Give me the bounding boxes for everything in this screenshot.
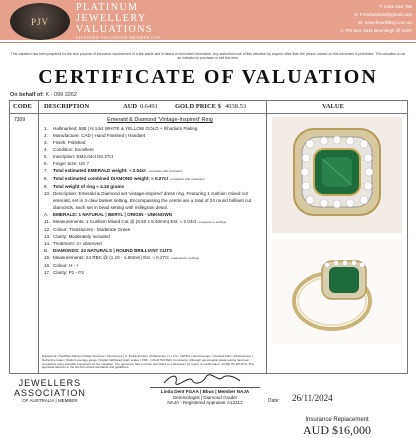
line-number: 6. <box>44 161 48 166</box>
description-line <box>44 218 262 226</box>
description-line <box>44 125 262 132</box>
company-logo <box>10 3 70 40</box>
brand-line1: PLATINUM <box>76 2 139 13</box>
line-text <box>53 146 94 153</box>
line-text-main: Treatment: 2+ observed <box>53 241 102 246</box>
description-line <box>44 132 262 139</box>
line-number: 5. <box>44 154 48 159</box>
item-description-list <box>44 125 262 276</box>
line-note: - measures in settings <box>196 220 227 224</box>
valuation-label: Insurance Replacement <box>305 417 369 423</box>
line-number: 2. <box>44 133 48 138</box>
line-text <box>53 139 85 146</box>
line-number: A. <box>44 212 49 217</box>
line-number: 9. <box>44 184 48 189</box>
description-line <box>44 146 262 153</box>
header-divider <box>0 42 416 43</box>
description-line <box>44 254 262 262</box>
on-behalf-value: K - 099 3262 <box>45 92 77 98</box>
ring-photo-side <box>272 239 402 344</box>
line-text-main: DIAMONDS: 24 NATURALS | ROUND BRILLIANT CUTS <box>53 248 173 253</box>
description-line <box>44 269 262 276</box>
email-text[interactable]: E: PJValuations@gmail.com <box>354 12 412 17</box>
line-text <box>53 233 110 240</box>
jewellers-association-logo <box>14 378 86 403</box>
ja-line3: OF AUSTRALIA | MEMBER <box>22 398 78 403</box>
line-note: - consistent with inscription <box>145 169 183 173</box>
date-value: 26/11/2024 <box>292 393 333 403</box>
description-line <box>44 183 262 190</box>
line-text-main: EMERALD: 1 NATURAL | BERYL | ORIGIN - UNKNOWN <box>53 212 173 217</box>
line-text <box>53 167 182 175</box>
gold-price-value: 4038.53 <box>225 103 247 110</box>
signatory-role2: NAJA - Registered Appraiser A12312 <box>167 400 243 406</box>
line-number: 14. <box>44 241 51 246</box>
description-line <box>44 233 262 240</box>
brand-line3: VALUATIONS <box>76 24 154 35</box>
line-text <box>53 254 199 262</box>
equipment-footnote: Equipment: TheWhite Diamond Mass Screener | Microscope | Jr. Refractometer | Polariscope | 2 x UV - LW/SW | Spectroscope | Chelsea Filter | Dichroscope | Refractive Index | Digital Leverage gauge | Digital Calibrated gram scales | XRF - GOLD TESTED. Comments: Although gemological grade testing has been conducted using scientific equipment for the valuation. The gemstone has not been submitted to a laboratory for report of confirmation. CODE OF ETHICS: This appraisal adheres to the NAJA's ethical standards and guidelines. <box>42 354 254 370</box>
aud-value: 0.6491 <box>140 103 158 110</box>
line-number: 7. <box>44 168 48 173</box>
line-text-main: Total estimated combined DIAMOND weight: ≈ 0.27ct <box>53 176 168 181</box>
line-text <box>53 226 130 233</box>
line-number: 17. <box>44 270 51 275</box>
line-number: 16. <box>44 263 51 268</box>
col-description: DESCRIPTION <box>44 103 90 110</box>
header <box>0 0 416 46</box>
table-header <box>10 101 407 114</box>
web-text[interactable]: W: www.beanbling.com.au <box>357 20 412 25</box>
line-text-main: Measurements: 1 Cushion Mixed Cut @ (8.50 x 8.40mm) Est. ≈ 2.04ct <box>53 219 197 224</box>
line-text <box>53 218 226 226</box>
line-text-main: Finish: Polished <box>53 140 86 145</box>
brand-name <box>76 2 160 41</box>
date-label: Date: <box>268 398 280 404</box>
description-line <box>44 240 262 247</box>
description-line <box>44 175 262 183</box>
phone-text[interactable]: T: 0431 045 785 <box>379 4 412 9</box>
line-text-main: Manufacture: CAD | Hand Finished | Handset <box>53 133 146 138</box>
col-code: CODE <box>13 103 32 110</box>
item-code: 7309 <box>14 117 26 123</box>
line-text-main: Condition: Excellent <box>53 147 94 152</box>
line-text <box>53 132 145 139</box>
on-behalf-label: On behalf of: <box>10 92 44 98</box>
address-text: A: PO Box 1511 Beenleigh @ 4207 <box>340 28 412 33</box>
description-line <box>44 211 262 218</box>
description-line <box>44 247 262 254</box>
contact-block <box>262 3 412 35</box>
line-text <box>53 153 113 160</box>
line-text <box>53 190 262 211</box>
line-text-main: Finger Size: US 7 <box>53 161 89 166</box>
page-title: CERTIFICATE OF VALUATION <box>38 66 378 88</box>
valuation-box <box>273 417 401 438</box>
description-line <box>44 153 262 160</box>
brand-line2: JEWELLERY <box>76 13 147 24</box>
line-number: 10. <box>44 191 51 196</box>
line-number: 13. <box>44 234 51 239</box>
line-text <box>53 211 172 218</box>
top-disclaimer: This valuation has been prepared for the sole purpose of insurance replacement of a like article and is based on furnished information. Any authorised use of this valuation by anyone other than the person named on this document is prohibited. This valuation is not an invitation to purchase or sell this item. <box>10 52 406 61</box>
line-number: 11. <box>44 219 51 224</box>
line-text-main: Total weight of ring ≈ 4.16 grams <box>53 184 125 189</box>
line-text-main: Colour: H - I <box>53 263 78 268</box>
valuation-amount: AUD $16,000 <box>303 423 371 437</box>
signature-line <box>150 387 260 388</box>
line-number: 8. <box>44 176 48 181</box>
description-line <box>44 160 262 167</box>
on-behalf-of <box>10 92 77 98</box>
signature-block <box>150 372 260 416</box>
col-divider <box>266 101 267 373</box>
gold-price-label: GOLD PRICE $ <box>175 103 221 110</box>
description-line <box>44 190 262 211</box>
ja-line2: ASSOCIATION <box>14 388 86 398</box>
description-line <box>44 167 262 175</box>
col-divider <box>38 101 39 373</box>
ja-line1: JEWELLERS <box>18 378 82 388</box>
line-text <box>53 183 124 190</box>
signatory <box>150 389 260 406</box>
signatory-role1: Gemmologist | Diamond Grader <box>172 394 238 400</box>
description-line <box>44 226 262 233</box>
line-note: - consistent with inscription <box>168 177 205 181</box>
line-text-main: Description: Emerald & Diamond set 'vintage-inspired' dress ring. Featuring 1 cushion mixed cut emerald, set in 4-claw basket setting. Encompassing the centre are a total of 24 round brilliant cut diamonds, each set in bead setting with millegrain detail. <box>53 191 252 210</box>
line-text <box>53 240 102 247</box>
line-text <box>53 269 84 276</box>
line-text-main: Clarity: P1 - P2 <box>53 270 84 275</box>
brand-subtitle: LICENSED VALUATION MEMBER LTD <box>76 35 161 40</box>
item-title: Emerald & Diamond 'Vintage-Inspired' Ring <box>107 117 213 123</box>
line-number: 12. <box>44 227 51 232</box>
line-note: - measured in settings <box>168 256 200 260</box>
line-text-main: Measurements: 24 RBC @ (1.10 - 1.60mm) Est. ≈ 0.27ct <box>53 255 169 260</box>
line-text-main: Total estimated EMERALD weight: ≈ 2.04ct <box>53 168 146 173</box>
line-text-main: Colour: Translucent - Moderate Green <box>53 227 131 232</box>
line-text-main: Clarity: Moderately included <box>53 234 110 239</box>
date-block <box>268 392 388 414</box>
line-text <box>53 262 78 269</box>
line-number: 15. <box>44 255 51 260</box>
line-text <box>53 125 197 132</box>
line-number: B. <box>44 248 49 253</box>
col-value: VALUE <box>322 103 344 110</box>
line-text-main: Inscription: EM2.04ct D0.27ct <box>53 154 114 159</box>
description-line <box>44 139 262 146</box>
ring-photo-top <box>272 117 402 233</box>
line-text <box>53 175 205 183</box>
line-text <box>53 247 172 254</box>
signature-mark <box>162 372 242 386</box>
signatory-name: Linda Dent FGAA | Bbus | Member NAJA <box>160 389 250 394</box>
description-line <box>44 262 262 269</box>
aud-label: AUD <box>123 103 138 110</box>
logo-text: PJV <box>30 16 49 27</box>
line-number: 1. <box>44 126 48 131</box>
line-number: 3. <box>44 140 48 145</box>
line-text <box>53 160 89 167</box>
line-number: 4. <box>44 147 48 152</box>
line-text-main: Hallmarked: 585 | N 14ct WHITE & YELLOW GOLD + Rhodium Plating <box>53 126 198 131</box>
